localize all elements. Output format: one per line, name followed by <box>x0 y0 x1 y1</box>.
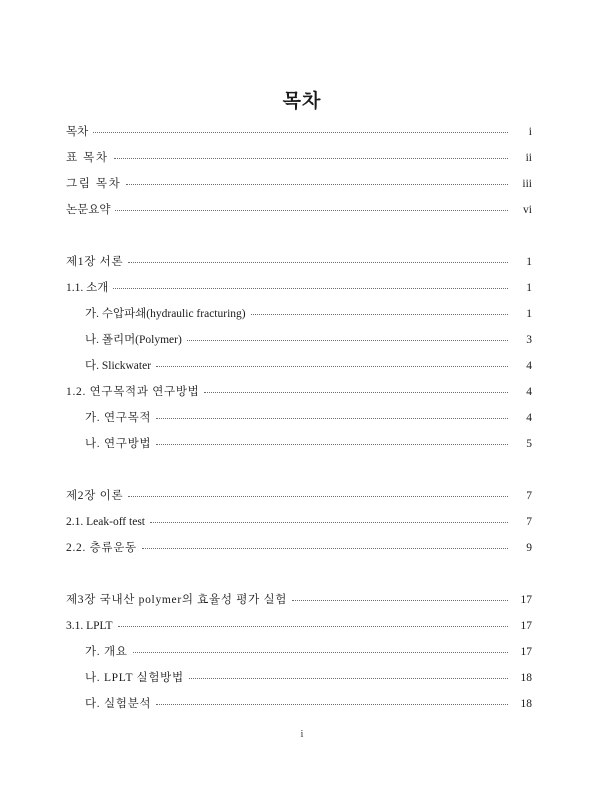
toc-dot-leader <box>126 184 508 185</box>
toc-entry-page-number: vi <box>523 204 532 216</box>
toc-dot-leader <box>150 522 508 523</box>
page-title: 목차 <box>282 91 322 112</box>
toc-entry-label: 가. 개요 <box>85 646 128 658</box>
toc-dot-leader <box>187 340 508 341</box>
toc-entry-label: 목차 <box>66 126 89 138</box>
section-gap <box>66 231 532 257</box>
toc-entry[interactable] <box>66 621 532 647</box>
toc-entry-label: 표 목차 <box>66 152 109 164</box>
toc-entry-page-number: 18 <box>520 672 532 684</box>
toc-entry-label: 1.2. 연구목적과 연구방법 <box>66 386 200 398</box>
toc-entry[interactable] <box>66 699 532 725</box>
toc-entry-page-number: i <box>528 126 532 138</box>
toc-entry[interactable] <box>66 387 532 413</box>
toc-entry-label: 나. LPLT 실험방법 <box>85 672 184 684</box>
toc-entry-page-number: 7 <box>526 516 532 528</box>
toc-dot-leader <box>114 158 508 159</box>
toc-entry-label: 그림 목차 <box>66 178 122 190</box>
table-of-contents <box>66 127 532 725</box>
toc-entry[interactable] <box>66 257 532 283</box>
toc-entry[interactable] <box>66 491 532 517</box>
toc-entry-label: 가. 연구목적 <box>85 412 152 424</box>
toc-entry[interactable] <box>66 543 532 569</box>
toc-entry-page-number: 4 <box>526 412 532 424</box>
toc-entry-label: 다. Slickwater <box>85 360 152 372</box>
toc-entry-page-number: 17 <box>520 646 532 658</box>
toc-entry[interactable] <box>66 335 532 361</box>
toc-dot-leader <box>204 392 508 393</box>
toc-entry-page-number: iii <box>522 178 532 190</box>
toc-dot-leader <box>251 314 508 315</box>
toc-entry-label: 나. 연구방법 <box>85 438 152 450</box>
toc-entry-page-number: 1 <box>526 282 532 294</box>
toc-entry-page-number: 4 <box>526 386 532 398</box>
toc-entry-label: 3.1. LPLT <box>66 620 113 632</box>
toc-entry-label: 다. 실험분석 <box>85 698 152 710</box>
toc-entry-label: 2.1. Leak-off test <box>66 516 145 528</box>
toc-entry[interactable] <box>66 153 532 179</box>
toc-dot-leader <box>115 210 508 211</box>
toc-dot-leader <box>156 366 508 367</box>
toc-entry-page-number: ii <box>525 152 532 164</box>
toc-entry-label: 제3장 국내산 polymer의 효율성 평가 실험 <box>66 594 288 606</box>
toc-entry-page-number: 17 <box>520 594 532 606</box>
page-folio: i <box>300 729 304 740</box>
toc-entry-page-number: 5 <box>526 438 532 450</box>
toc-entry[interactable] <box>66 179 532 205</box>
toc-entry-page-number: 4 <box>526 360 532 372</box>
toc-entry-page-number: 9 <box>526 542 532 554</box>
toc-dot-leader <box>128 496 508 497</box>
toc-entry[interactable] <box>66 413 532 439</box>
toc-dot-leader <box>189 678 508 679</box>
toc-dot-leader <box>142 548 508 549</box>
toc-entry-label: 제2장 이론 <box>66 490 124 502</box>
toc-dot-leader <box>156 418 508 419</box>
toc-entry[interactable] <box>66 309 532 335</box>
toc-entry[interactable] <box>66 361 532 387</box>
toc-dot-leader <box>113 288 508 289</box>
toc-dot-leader <box>292 600 508 601</box>
toc-dot-leader <box>118 626 508 627</box>
section-gap <box>66 465 532 491</box>
toc-dot-leader <box>93 132 508 133</box>
section-gap <box>66 569 532 595</box>
toc-entry-page-number: 1 <box>526 256 532 268</box>
toc-dot-leader <box>156 444 508 445</box>
toc-entry-label: 논문요약 <box>66 204 111 216</box>
toc-entry[interactable] <box>66 647 532 673</box>
toc-entry[interactable] <box>66 283 532 309</box>
toc-entry-label: 나. 폴리머(Polymer) <box>85 334 182 346</box>
toc-dot-leader <box>133 652 508 653</box>
toc-dot-leader <box>156 704 508 705</box>
toc-entry-page-number: 1 <box>526 308 532 320</box>
toc-entry-label: 제1장 서론 <box>66 256 124 268</box>
toc-dot-leader <box>128 262 508 263</box>
toc-entry[interactable] <box>66 439 532 465</box>
toc-entry-page-number: 3 <box>526 334 532 346</box>
toc-entry[interactable] <box>66 595 532 621</box>
toc-entry[interactable] <box>66 673 532 699</box>
toc-entry-label: 가. 수압파쇄(hydraulic fracturing) <box>85 308 246 320</box>
toc-entry[interactable] <box>66 127 532 153</box>
toc-entry-page-number: 17 <box>520 620 532 632</box>
toc-entry-label: 1.1. 소개 <box>66 282 109 294</box>
toc-entry-label: 2.2. 층류운동 <box>66 542 137 554</box>
toc-entry-page-number: 7 <box>526 490 532 502</box>
toc-entry[interactable] <box>66 517 532 543</box>
toc-entry[interactable] <box>66 205 532 231</box>
toc-entry-page-number: 18 <box>520 698 532 710</box>
